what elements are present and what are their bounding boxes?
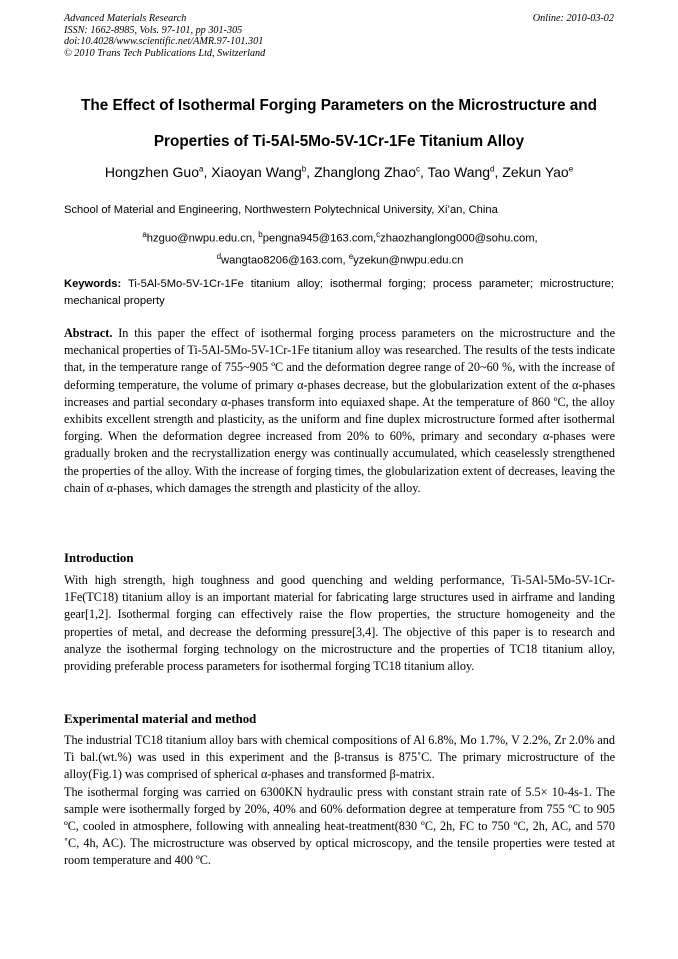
email-sup: b — [258, 230, 263, 239]
email-sup: e — [348, 251, 354, 261]
experimental-body — [64, 732, 615, 870]
paragraph: The isothermal forging was carried on 6300KN hydraulic press with constant strain rate of 5.5× 10-4s-1. The sample were isothermally forged by 20%, 40% and 60% deformation degree at temperature from 755 ºC to 905 ºC, cooled in atmosphere, following with annealing heat-treatment(830 ºC, 2h, FC to 750 ºC, 2h, AC, and 570 ˚C, 4h, AC). The microstructure was observed by optical microscopy, and the tensile properties were tested at room temperature and 400 ºC. — [64, 784, 615, 868]
online-date: Online: 2010-03-02 — [532, 13, 614, 24]
email-list: $^a$hzguo@nwpu.edu.cn, $^b$pengna945@163.com,$^c$zhaozhanglong000@sohu.com, $^d$wangtao8206@163.com, $^e$yzekun@nwpu.edu.cn — [142, 230, 538, 267]
journal-name: Advanced Materials Research — [64, 13, 187, 24]
paragraph: With high strength, high toughness and good quenching and welding performance, Ti-5Al-5Mo-5V-1Cr-1Fe(TC18) titanium alloy is an important material for fabricating large structures used in airframe and landing gear[1,2]. Isothermal forging can effectively raise the flow properties, the structure homogeneity and the properties of metal, and decrease the deforming pressure[3,4]. The objective of this paper is to research and analyze the isothermal forging technology on the microstructure and the properties of TC18 titanium alloy, providing preferable process parameters for isothermal forging TC18 titanium alloy. — [64, 573, 615, 674]
author-sup: d — [490, 164, 495, 174]
email-sup: d — [216, 251, 222, 261]
copyright: © 2010 Trans Tech Publications Ltd, Switzerland — [64, 47, 266, 59]
keywords-text: Ti-5Al-5Mo-5V-1Cr-1Fe titanium alloy; isothermal forging; process parameter; microstructure; mechanical property — [64, 278, 615, 307]
paper-title — [40, 88, 638, 160]
email-b[interactable]: pengna945@163.com — [262, 232, 374, 245]
introduction-body — [64, 572, 615, 675]
paragraph: The industrial TC18 titanium alloy bars with chemical compositions of Al 6.8%, Mo 1.7%, V 2.2%, Zr 2.0% and Ti bal.(wt.%) was used in this experiment and the β-transus is 875˚C. The primary microstructure of the alloy(Fig.1) was comprised of spherical α-phases and transformed β-matrix. — [64, 733, 615, 782]
section-heading-experimental: Experimental material and method — [64, 712, 257, 726]
title-line-1: The Effect of Isothermal Forging Parameters on the Microstructure and — [81, 97, 597, 114]
keywords — [64, 276, 614, 309]
author: Xiaoyan Wang — [211, 164, 302, 180]
author-sup: c — [416, 164, 420, 174]
abstract-text: In this paper the effect of isothermal forging process parameters on the microstructure and the mechanical properties of Ti-5Al-5Mo-5V-1Cr-1Fe titanium alloy was researched. The results of the tests indicate that, in the temperature range of 755~905 ºC and the deformation degree range of 20~60 %, with the increase of deforming temperature, the volume of primary α-phases decrease, but the globularization extent of the α-phases increases and partial secondary α-phases transform into equiaxed shape. At the temperature of 860 ºC, the alloy exhibits excellent strength and plasticity, as the uniform and fine duplex microstructure formed after isothermal forging. When the deformation degree increased from 20% to 60%, primary and secondary α-phases were gradually broken and the recrystallization energy was continually accumulated, which ceaselessly strengthened the properties of the alloy. With the increase of forging times, the globularization extent of decreases, leaving the chain of α-phases, which damages the strength and plasticity of the alloy. — [64, 326, 616, 495]
author: Tao Wang — [427, 164, 491, 180]
email-sup: c — [376, 230, 381, 239]
issn: ISSN: 1662-8985, Vols. 97-101, pp 301-305 — [64, 24, 243, 36]
author: Zhanglong Zhao — [314, 164, 416, 180]
author: Hongzhen Guo — [104, 164, 200, 180]
title-line-2: Properties of Ti-5Al-5Mo-5V-1Cr-1Fe Titanium Alloy — [153, 133, 525, 150]
section-heading-introduction: Introduction — [64, 551, 134, 565]
email-sup: a — [142, 230, 147, 239]
author: Zekun Yao — [502, 164, 569, 180]
journal-header — [64, 13, 616, 59]
affiliation: School of Material and Engineering, Northwestern Polytechnical University, Xi’an, China — [64, 204, 498, 216]
email-c[interactable]: zhaozhanglong000@sohu.com — [380, 232, 535, 245]
author-list: Hongzhen Guo$^a$, Xiaoyan Wang$^b$, Zhanglong Zhao$^c$, Tao Wang$^d$, Zekun Yao$^e$ — [104, 164, 574, 180]
author-sup: e — [568, 164, 574, 174]
email-d[interactable]: wangtao8206@163.com — [221, 254, 343, 267]
email-a[interactable]: hzguo@nwpu.edu.cn — [146, 232, 253, 245]
doi: doi:10.4028/www.scientific.net/AMR.97-101.301 — [64, 36, 264, 47]
author-sup: a — [199, 164, 204, 174]
abstract — [64, 325, 615, 497]
author-sup: b — [301, 164, 307, 174]
email-e[interactable]: yzekun@nwpu.edu.cn — [353, 254, 464, 267]
abstract-label: Abstract. — [64, 326, 113, 340]
keywords-label: Keywords: — [64, 278, 122, 290]
